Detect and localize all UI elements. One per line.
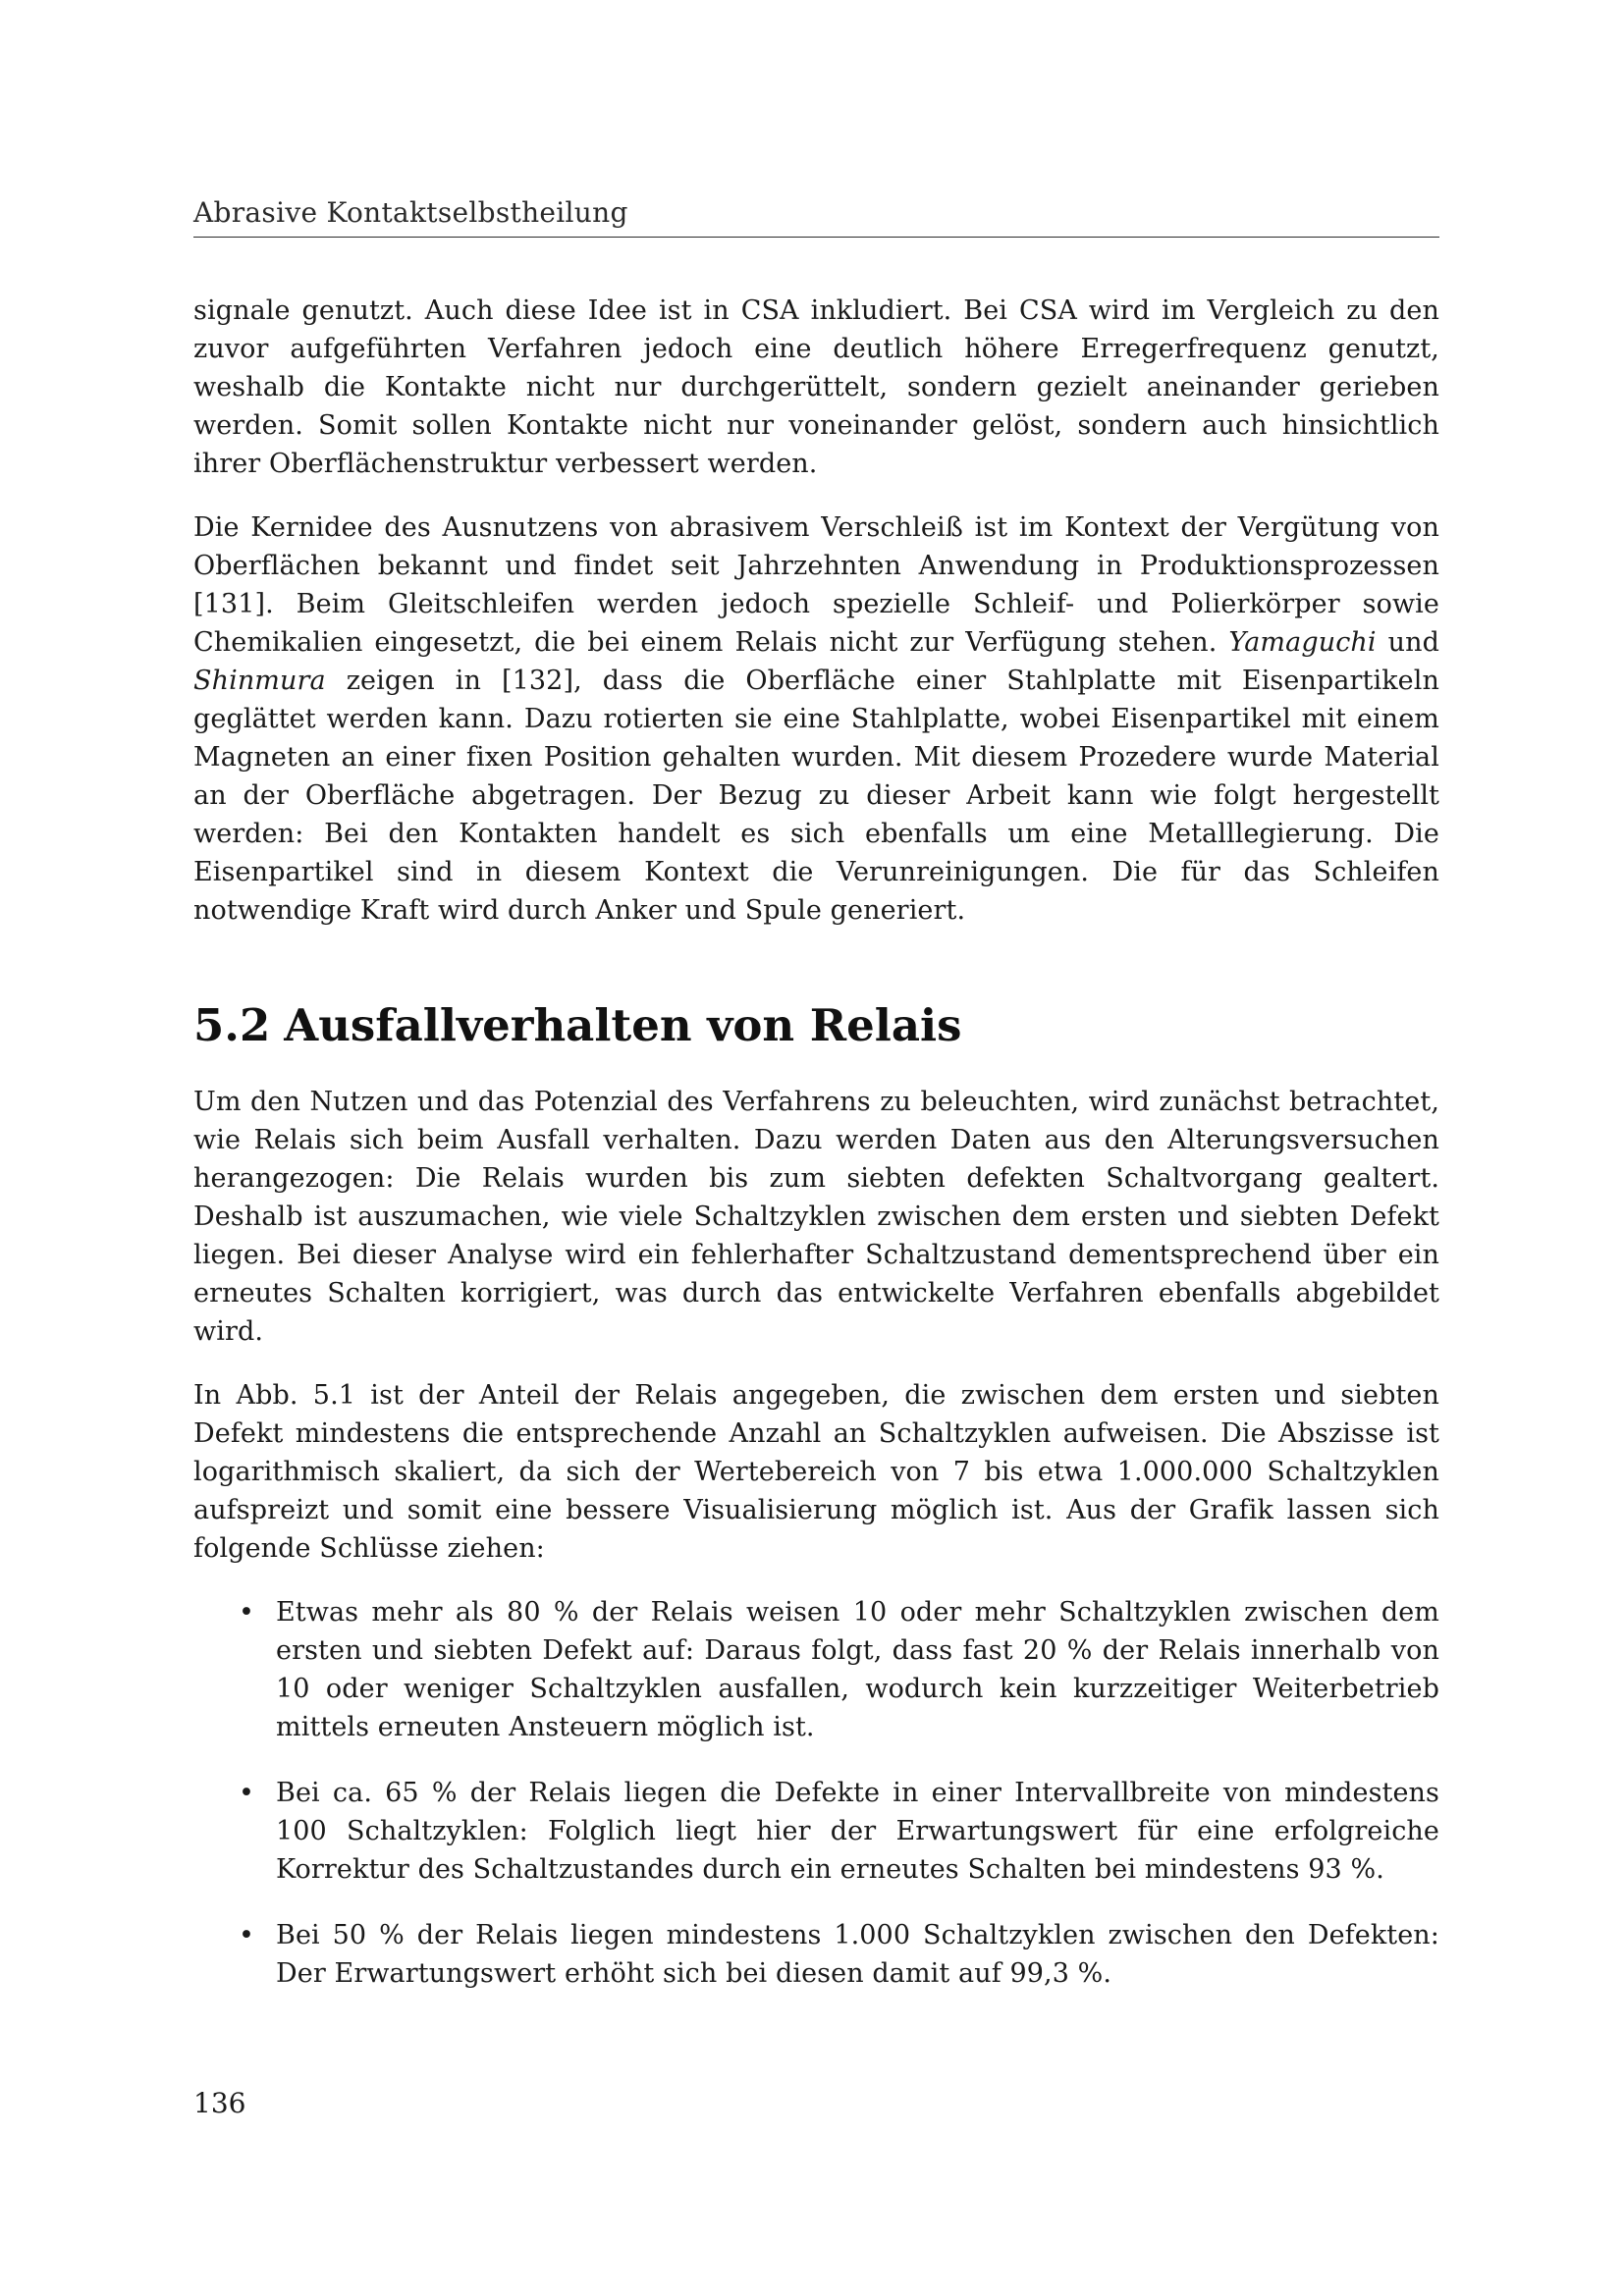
author-name-yamaguchi: Yamaguchi bbox=[1228, 627, 1377, 658]
paragraph-4: In Abb. 5.1 ist der Anteil der Relais angegeben, die zwischen dem ersten und siebten Defekt mindestens die entsprechende Anzahl an Schaltzyklen aufweisen. Die Abszisse ist logarithmisch skaliert, da sich der Wertebereich von 7 bis etwa 1.000.000 Schaltzyklen aufspreizt und somit eine bessere Visualisierung möglich ist. Aus der Grafik lassen sich folgende Schlüsse ziehen: bbox=[193, 1380, 1439, 1564]
bullet-icon: • bbox=[239, 1920, 255, 1950]
author-name-shinmura: Shinmura bbox=[193, 666, 326, 696]
list-item bbox=[193, 1916, 1439, 1993]
list-item bbox=[193, 1593, 1439, 1746]
section-number: 5.2 bbox=[193, 999, 271, 1051]
paragraph-2 bbox=[193, 508, 1439, 930]
section-heading bbox=[193, 998, 1439, 1053]
list-item-text: Bei 50 % der Relais liegen mindestens 1.000 Schaltzyklen zwischen den Defekten: Der Erwartungswert erhöht sich bei diesen damit auf 99,3 %. bbox=[276, 1920, 1439, 1989]
conjunction-und: und bbox=[1387, 627, 1439, 658]
running-header bbox=[193, 194, 1439, 238]
section-title: Ausfallverhalten von Relais bbox=[284, 999, 962, 1051]
list-item-text: Bei ca. 65 % der Relais liegen die Defekte in einer Intervallbreite von mindestens 100 Schaltzyklen: Folglich liegt hier der Erwartungswert für eine erfolgreiche Korrektur des Schaltzustandes durch ein erneutes Schalten bei mindestens 93 %. bbox=[276, 1778, 1439, 1885]
bullet-icon: • bbox=[239, 1597, 255, 1628]
paragraph-2-part-b: zeigen in [132], dass die Oberfläche einer Stahlplatte mit Eisenpartikeln geglättet werden kann. Dazu rotierten sie eine Stahlplatte, wobei Eisenpartikel mit einem Magneten an einer fixen Position gehalten wurden. Mit diesem Prozedere wurde Material an der Oberfläche abgetragen. Der Bezug zu dieser Arbeit kann wie folgt hergestellt werden: Bei den Kontakten handelt es sich ebenfalls um eine Metalllegierung. Die Eisenpartikel sind in diesem Kontext die Verunreinigungen. Die für das Schleifen notwendige Kraft wird durch Anker und Spule generiert. bbox=[193, 666, 1439, 926]
page-number: 136 bbox=[193, 2087, 246, 2119]
list-item bbox=[193, 1774, 1439, 1889]
bullet-icon: • bbox=[239, 1778, 255, 1808]
running-title: Abrasive Kontaktselbstheilung bbox=[193, 196, 628, 229]
paragraph-1: signale genutzt. Auch diese Idee ist in CSA inkludiert. Bei CSA wird im Vergleich zu den zuvor aufgeführten Verfahren jedoch eine deutlich höhere Erregerfrequenz genutzt, weshalb die Kontakte nicht nur durchgerüttelt, sondern gezielt aneinander gerieben werden. Somit sollen Kontakte nicht nur voneinander gelöst, sondern auch hinsichtlich ihrer Oberflächenstruktur verbessert werden. bbox=[193, 295, 1439, 479]
paragraph-3: Um den Nutzen und das Potenzial des Verfahrens zu beleuchten, wird zunächst betrachtet, wie Relais sich beim Ausfall verhalten. Dazu werden Daten aus den Alterungsversuchen herangezogen: Die Relais wurden bis zum siebten defekten Schaltvorgang gealtert. Deshalb ist auszumachen, wie viele Schaltzyklen zwischen dem ersten und siebten Defekt liegen. Bei dieser Analyse wird ein fehlerhafter Schaltzustand dementsprechend über ein erneutes Schalten korrigiert, was durch das entwickelte Verfahren ebenfalls abgebildet wird. bbox=[193, 1087, 1439, 1347]
paragraph-2-part-a: Die Kernidee des Ausnutzens von abrasivem Verschleiß ist im Kontext der Vergütung von Oberflächen bekannt und findet seit Jahrzehnten Anwendung in Produktionsprozessen [131]. Beim Gleitschleifen werden jedoch spezielle Schleif- und Polierkörper sowie Chemikalien eingesetzt, die bei einem Relais nicht zur Verfügung stehen. bbox=[193, 512, 1439, 658]
conclusion-list bbox=[193, 1593, 1439, 1993]
body-text bbox=[193, 292, 1439, 2020]
list-item-text: Etwas mehr als 80 % der Relais weisen 10 oder mehr Schaltzyklen zwischen dem ersten und siebten Defekt auf: Daraus folgt, dass fast 20 % der Relais innerhalb von 10 oder weniger Schaltzyklen ausfallen, wodurch kein kurzzeitiger Weiterbetrieb mittels erneuten Ansteuern möglich ist. bbox=[276, 1597, 1439, 1742]
